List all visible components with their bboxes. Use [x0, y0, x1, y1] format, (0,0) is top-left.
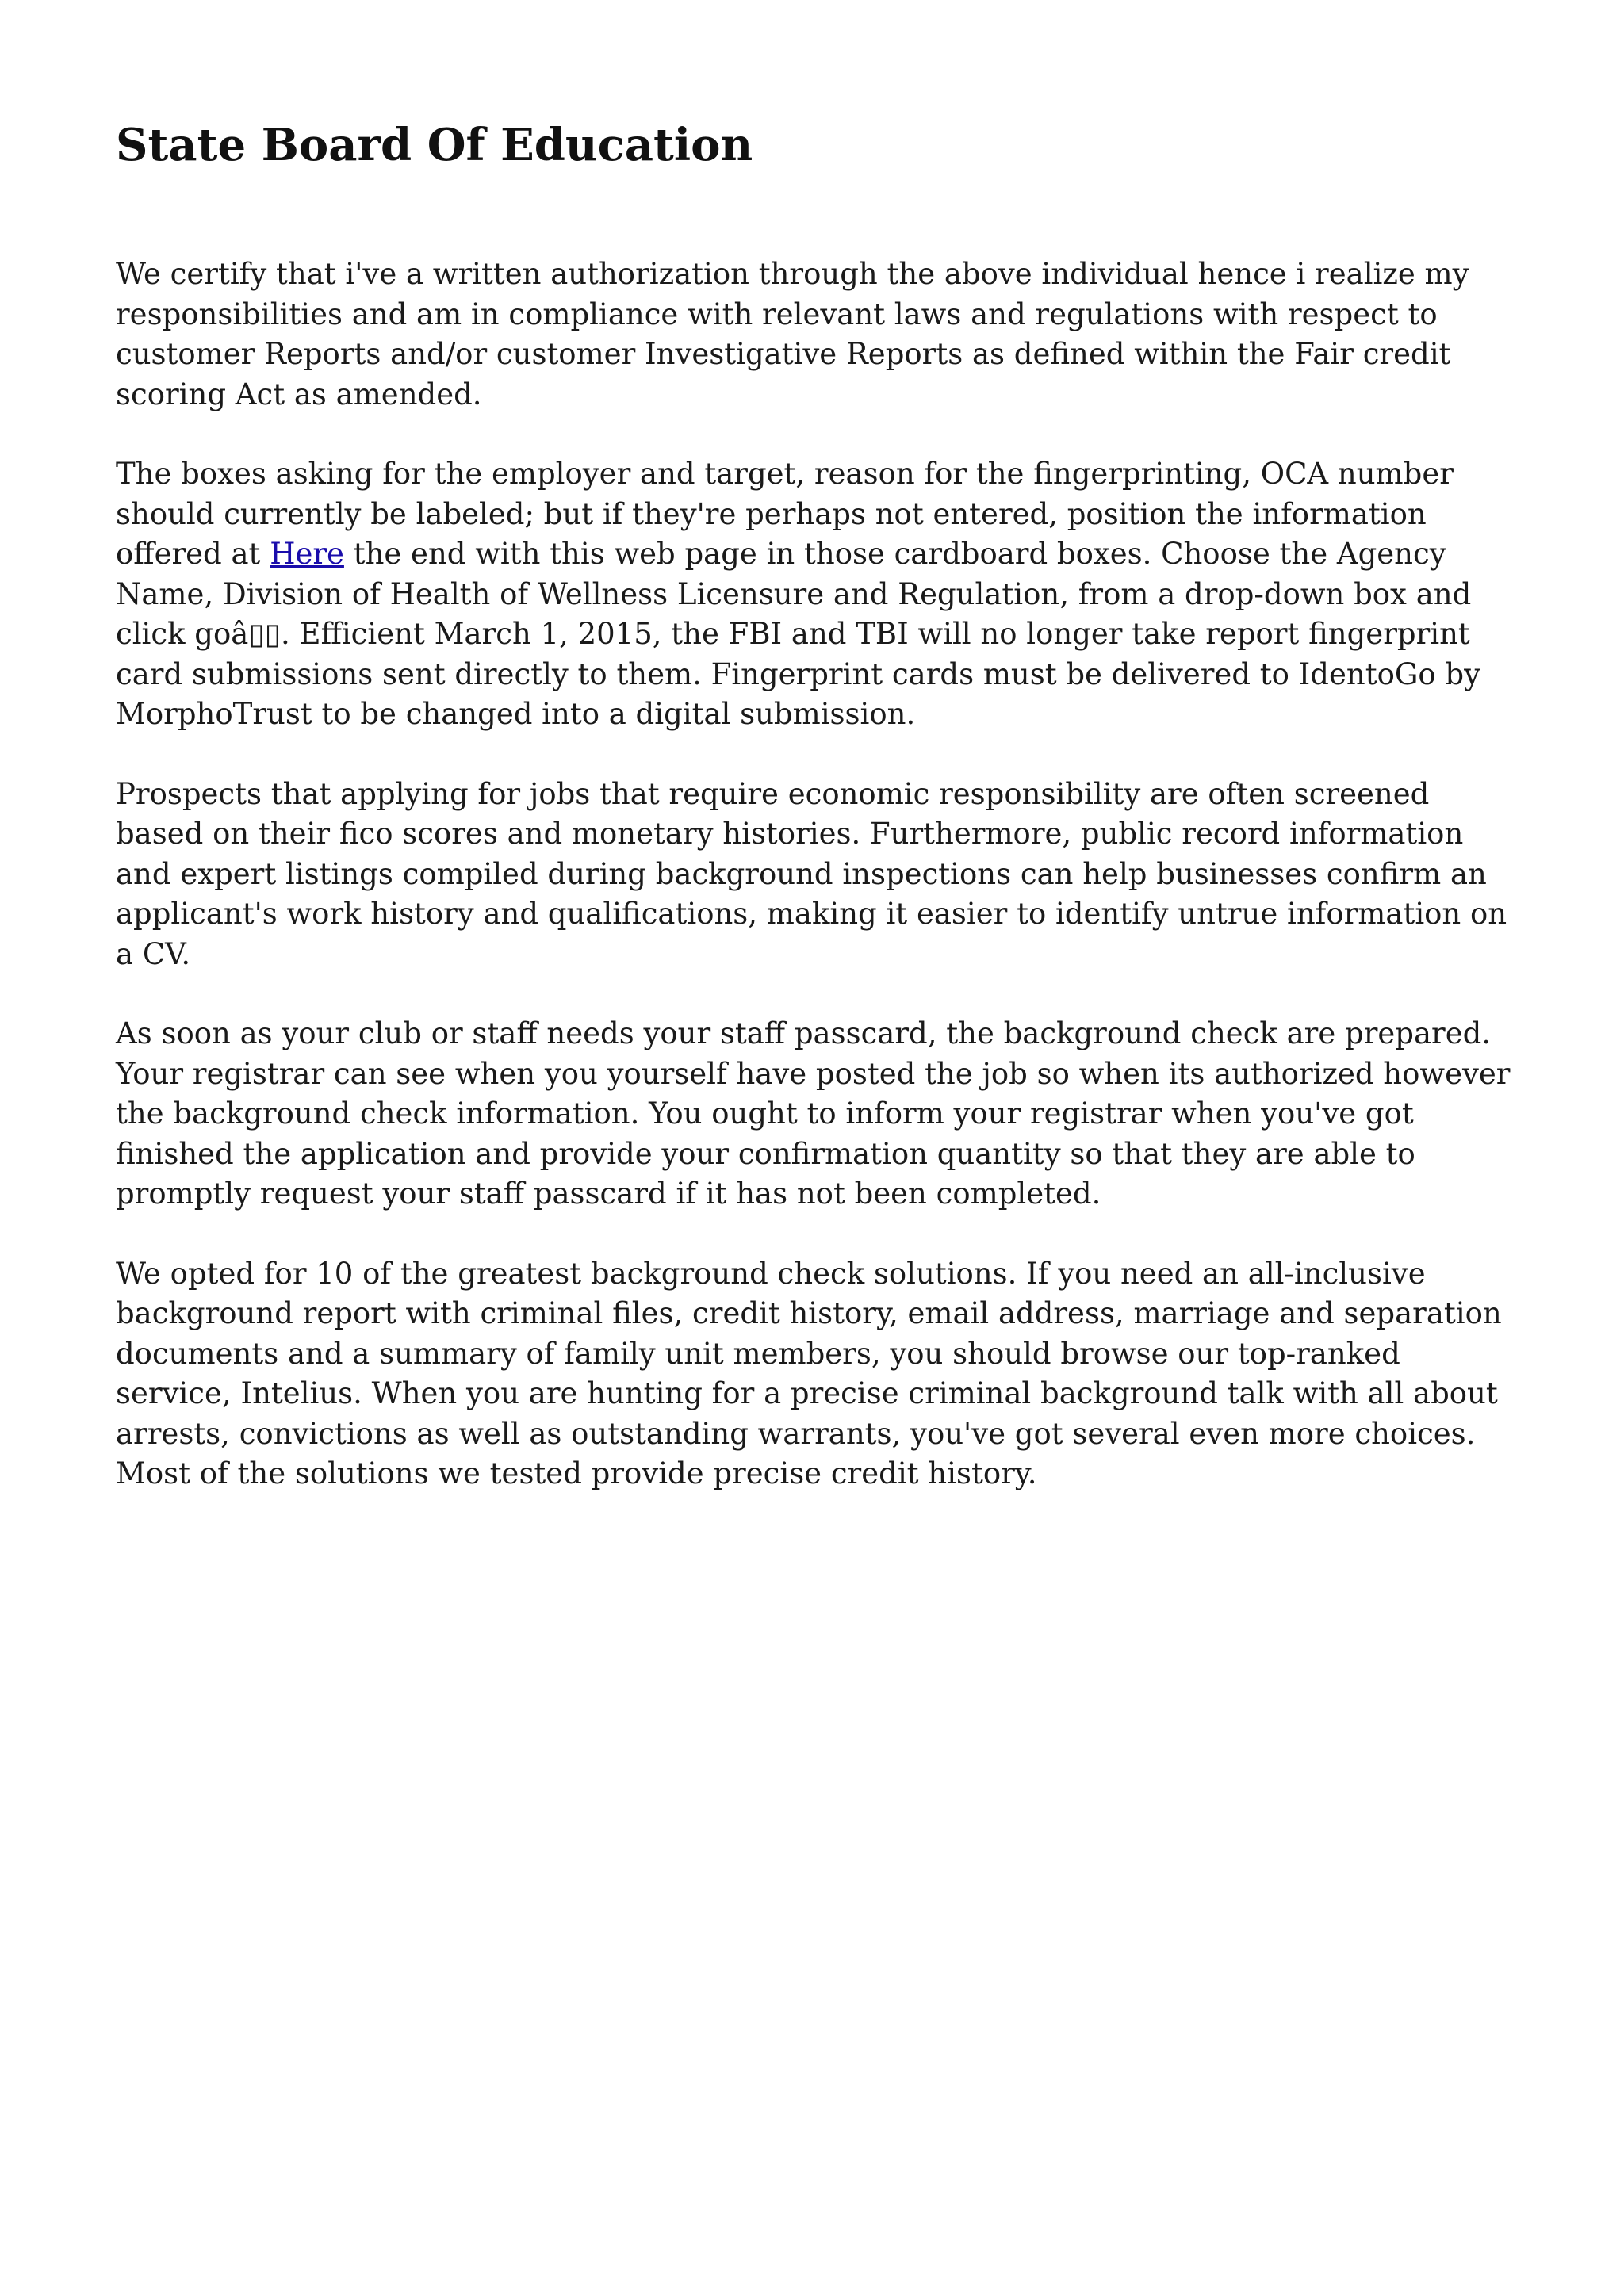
paragraph-5: We opted for 10 of the greatest background check solutions. If you need an all-inclusive background report with criminal files, credit history, email address, marriage and separation documents and a summary of family unit members, you should browse our top-ranked service, Intelius. When you are hunting for a precise criminal background talk with all about arrests, convictions as well as outstanding warrants, you've got several even more choices. Most of the solutions we tested provide precise credit history. [116, 1256, 1502, 1491]
paragraph-2-text-after-link: the end with this web page in those cardboard boxes. Choose the Agency Name, Division of Health of Wellness Licensure and Regulation, from a drop-down box and click goâ▯▯. Efficient March 1, 2015, the FBI and TBI will no longer take report fingerprint card submissions sent directly to them. Fingerprint cards must be delivered to IdentoGo by MorphoTrust to be changed into a digital submission. [116, 537, 1481, 732]
paragraph-2 [116, 454, 1511, 735]
page-title: State Board Of Education [116, 119, 753, 171]
paragraph-3: Prospects that applying for jobs that require economic responsibility are often screened based on their fico scores and monetary histories. Furthermore, public record information and expert listings compiled during background inspections can help businesses confirm an applicant's work history and qualifications, making it easier to identify untrue information on a CV. [116, 776, 1507, 971]
paragraph-4: As soon as your club or staff needs your staff passcard, the background check are prepared. Your registrar can see when you yourself have posted the job so when its authorized however the background check information. You ought to inform your registrar when you've got finished the application and provide your confirmation quantity so that they are able to promptly request your staff passcard if it has not been completed. [116, 1016, 1511, 1211]
paragraph-1: We certify that i've a written authorization through the above individual hence i realize my responsibilities and am in compliance with relevant laws and regulations with respect to customer Reports and/or customer Investigative Reports as defined within the Fair credit scoring Act as amended. [116, 257, 1469, 411]
here-link[interactable]: Here [270, 537, 344, 572]
paragraph-2-text-before-link: The boxes asking for the employer and target, reason for the fingerprinting, OCA number should currently be labeled; but if they're perhaps not entered, position the information offered at [116, 457, 1454, 572]
document-page [116, 119, 1511, 1534]
